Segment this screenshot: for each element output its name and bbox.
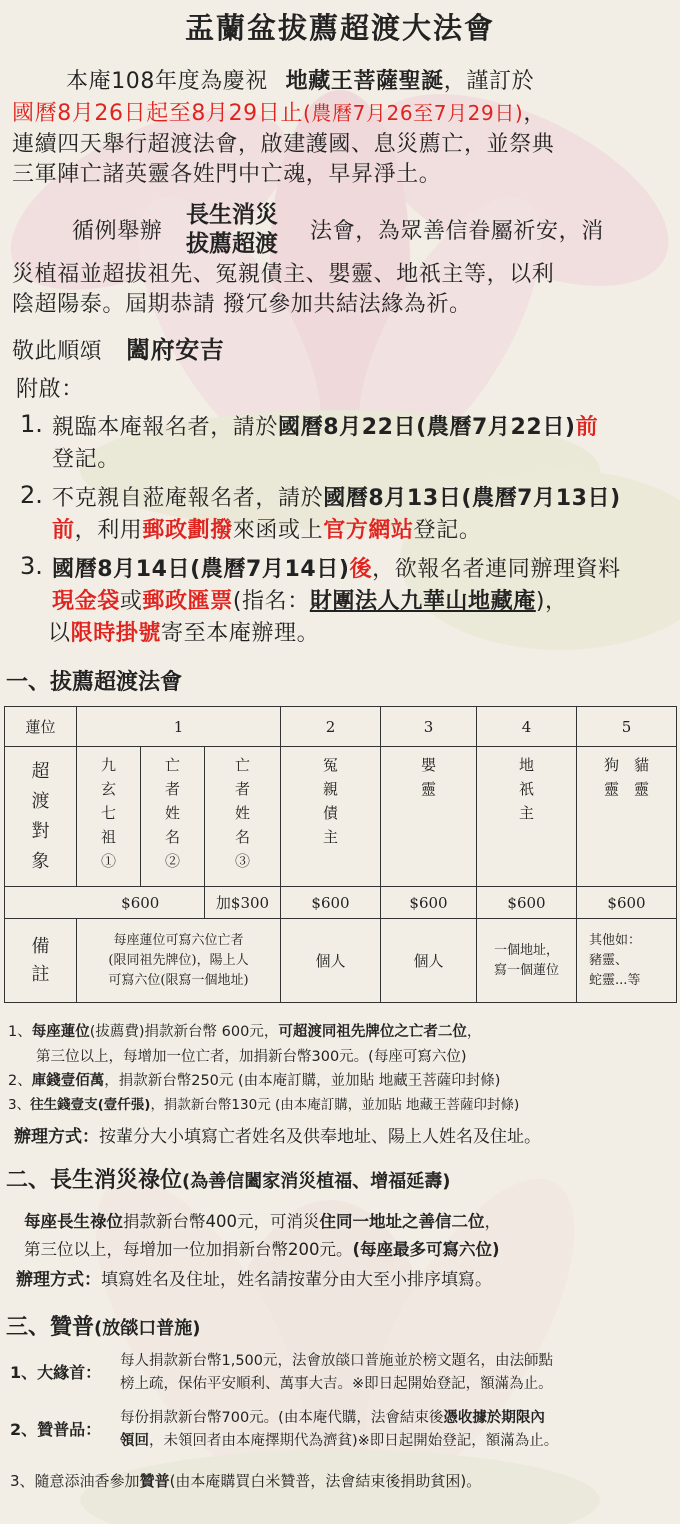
note-text: 寄至本庵辦理。: [161, 621, 320, 646]
table-cell: 冤親債主: [322, 756, 338, 846]
section-1-note-1: [8, 1020, 481, 1041]
section-2-line-1: [24, 1208, 501, 1232]
note-text: 不克親自蒞庵報名者，請於: [52, 486, 324, 511]
note-text: ，欲報名者連同辦理資料: [372, 557, 621, 582]
table-cell: (限同祖先牌位)，陽上人: [108, 952, 249, 968]
table-cell: $600: [77, 887, 205, 919]
table-cell: 一個地址，: [493, 942, 559, 958]
note-emphasis: 往生錢壹支(壹仟張): [30, 1097, 151, 1113]
note-1-line-1: [52, 410, 598, 441]
note-emphasis: (每座最多可寫六位): [352, 1240, 500, 1259]
table-cell: $600: [281, 887, 381, 919]
table-cell: 地祇主: [518, 756, 534, 822]
note-text: 捐款新台幣400元，可消災: [123, 1212, 320, 1231]
note-date: (農曆7月14日): [190, 557, 350, 582]
table-cell: 貓靈: [633, 756, 649, 798]
table-cell: $600: [577, 887, 677, 919]
note-red: 郵政劃撥: [142, 518, 233, 543]
heading-sub: (放燄口普施): [94, 1318, 201, 1339]
note-text: ，: [466, 1024, 482, 1040]
method-text: 按輩分大小填寫亡者姓名及供奉地址、陽上人姓名及住址。: [99, 1127, 541, 1147]
note-emphasis: 可超渡同祖先牌位之亡者二位: [278, 1024, 467, 1040]
note-text: 1、: [8, 1024, 32, 1040]
note-text: 2、: [8, 1073, 32, 1089]
note-text: 以: [48, 621, 71, 646]
lotus-seat-table: [4, 706, 677, 1003]
note-text: )，: [535, 589, 568, 614]
table-header: 4: [477, 707, 577, 747]
item-2-line-2: [120, 1429, 558, 1450]
note-emphasis: 庫錢壹佰萬: [31, 1073, 105, 1089]
note-date: 國曆8月14日: [52, 557, 191, 582]
table-header: 3: [381, 707, 477, 747]
item-1-line-1: 每人捐款新台幣1,500元，法會放燄口普施並於榜文題名，由法師點: [120, 1353, 554, 1369]
table-cell: 個人: [381, 919, 477, 1003]
note-2-number: 2.: [20, 481, 43, 509]
table-cell: 個人: [281, 919, 381, 1003]
item-1-label: 1、大緣首：: [10, 1363, 102, 1382]
note-1-line-2: 登記。: [52, 447, 120, 472]
note-red: 前: [575, 415, 599, 440]
note-text: 來函或上: [232, 518, 324, 543]
appendix-label: 附啟：: [16, 377, 84, 402]
note-2-line-2: [52, 513, 481, 544]
note-text: (由本庵購買白米贊普，法會結束後捐助貧困)。: [169, 1472, 482, 1490]
official-website-link[interactable]: 官方網站: [323, 518, 414, 543]
intro-emphasis: 地藏王菩薩聖誕: [285, 69, 444, 94]
intro-date-red: 國曆8月26日起至8月29日止: [12, 101, 303, 126]
method-label: 辦理方式：: [14, 1127, 99, 1147]
note-text: 親臨本庵報名者，請於: [52, 415, 279, 440]
intro-text: 本庵108年度為慶祝: [66, 69, 268, 94]
table-header: 5: [577, 707, 677, 747]
note-text: ，捐款新台幣250元 (由本庵訂購，並加貼 地藏王菩薩印封條): [104, 1073, 501, 1089]
row-label-targets: 超渡對象: [31, 760, 50, 872]
note-text: ，利用: [74, 518, 143, 543]
heading-text: 三、贊普: [6, 1315, 95, 1340]
note-3-number: 3.: [20, 552, 43, 580]
section-1-method: [14, 1122, 541, 1147]
note-emphasis: 憑收據於期限內: [443, 1410, 545, 1426]
intro-stack-bottom: 拔薦超渡: [186, 231, 278, 257]
note-date: 國曆8月13日(農曆7月13日): [323, 486, 621, 511]
note-emphasis: 每座蓮位: [31, 1024, 90, 1040]
section-3-heading: [6, 1310, 200, 1341]
intro-line-5b: 法會，為眾善信眷屬祈安，消: [310, 219, 604, 244]
payee-name: 財團法人九華山地藏庵: [309, 588, 536, 614]
note-3-line-1: [52, 552, 621, 583]
item-1-line-2: 榜上疏，保佑平安順利、萬事大吉。※即日起開始登記，額滿為止。: [120, 1376, 553, 1392]
intro-stack-top: 長生消災: [186, 202, 278, 228]
note-text: (拔薦費)捐款新台幣 600元，: [89, 1024, 279, 1040]
table-row: [5, 919, 677, 1003]
table-header: 1: [77, 707, 281, 747]
section-1-heading: 一、拔薦超渡法會: [6, 670, 183, 695]
table-cell: $600: [477, 887, 577, 919]
table-header-row: [5, 707, 677, 747]
table-cell: 每座蓮位可寫六位亡者: [113, 932, 244, 948]
method-label: 辦理方式：: [16, 1270, 101, 1290]
note-emphasis: 領回: [120, 1433, 149, 1449]
note-text: ，未領回者由本庵擇期代為濟貧)※即日起開始登記，額滿為止。: [149, 1433, 559, 1449]
section-2-line-2: [24, 1236, 500, 1260]
intro-text: ，: [523, 101, 546, 126]
note-text: 3、: [8, 1097, 31, 1113]
method-text: 填寫姓名及住址，姓名請按輩分由大至小排序填寫。: [101, 1270, 492, 1290]
heading-sub: (為善信闔家消災植福、增福延壽): [182, 1171, 451, 1192]
intro-line-1: [66, 64, 534, 95]
item-3: [10, 1470, 481, 1491]
note-emphasis: 每座長生祿位: [24, 1212, 123, 1231]
intro-line-4: 三軍陣亡諸英靈各姓門中亡魂，早昇淨土。: [12, 162, 442, 187]
page-title: 盂蘭盆拔薦超渡大法會: [184, 11, 495, 45]
section-2-heading: [6, 1163, 450, 1194]
section-1-note-2: [8, 1069, 500, 1090]
note-red: 郵政匯票: [142, 589, 233, 614]
heading-text: 二、長生消災祿位: [6, 1168, 183, 1193]
intro-line-2: [12, 96, 546, 127]
note-emphasis: 住同一地址之善信二位: [319, 1212, 485, 1231]
item-2-label: 2、贊普品：: [10, 1420, 102, 1439]
note-text: 或: [119, 589, 143, 614]
intro-line-6: 災植福並超拔祖先、冤親債主、嬰靈、地祇主等，以利: [12, 262, 555, 287]
table-header: 2: [281, 707, 381, 747]
note-text: 第三位以上，每增加一位加捐新台幣200元。: [24, 1240, 353, 1259]
table-cell: 豬靈、: [589, 952, 629, 968]
note-red: 後: [349, 557, 373, 582]
table-cell: 狗靈: [603, 756, 619, 798]
intro-line-3: 連續四天舉行超渡法會，啟建護國、息災薦亡，並祭典: [12, 132, 555, 157]
row-label-remarks: 備註: [31, 935, 50, 985]
intro-line-5a: 循例舉辦: [72, 219, 163, 244]
note-red: 前: [52, 518, 75, 543]
note-text: ，捐款新台幣130元 (由本庵訂購，並加貼 地藏王菩薩印封條): [150, 1097, 520, 1113]
section-1-note-3: [8, 1093, 519, 1113]
table-cell: 亡者姓名③: [234, 756, 250, 870]
table-cell: 寫一個蓮位: [493, 962, 559, 978]
note-1-number: 1.: [20, 410, 43, 438]
note-emphasis: 贊普: [139, 1472, 170, 1490]
intro-lunar-date: (農曆7月26至7月29日): [302, 101, 524, 125]
note-text: 隨意添油香參加: [34, 1472, 140, 1490]
table-header: 蓮位: [5, 707, 77, 747]
intro-line-7: 陰超陽泰。屆期恭請 撥冗參加共結法緣為祈。: [12, 292, 472, 317]
intro-text: 敬此順頌: [12, 339, 103, 364]
note-text: ，: [484, 1212, 501, 1231]
table-cell: 九玄七祖①: [100, 756, 116, 870]
note-text: 每份捐款新台幣700元。(由本庵代購，法會結束後: [120, 1410, 444, 1426]
section-2-method: [16, 1265, 492, 1290]
note-text: 登記。: [413, 518, 482, 543]
section-1-note-1b: 第三位以上，每增加一位亡者，加捐新台幣300元。(每座可寫六位): [36, 1049, 467, 1065]
note-2-line-1: [52, 481, 621, 512]
intro-text: ，謹訂於: [443, 69, 535, 94]
note-text: 3、: [10, 1472, 35, 1490]
note-date: 國曆8月22日(農曆7月22日): [278, 415, 576, 440]
table-cell: 嬰靈: [420, 756, 436, 798]
note-3-line-3: [48, 616, 319, 647]
item-2-line-1: [120, 1406, 545, 1427]
table-cell: 蛇靈...等: [589, 972, 641, 988]
table-row: [5, 747, 677, 887]
table-row: [5, 887, 677, 919]
note-text: (指名：: [232, 589, 310, 614]
table-cell: 亡者姓名②: [164, 756, 180, 870]
table-cell: 可寫六位(限寫一個地址): [108, 972, 249, 988]
note-3-line-2: [52, 584, 568, 615]
intro-blessing: 闔府安吉: [126, 336, 225, 364]
table-cell: 加$300: [205, 887, 281, 919]
note-red: 現金袋: [52, 589, 120, 614]
note-red: 限時掛號: [70, 621, 162, 646]
table-cell: 其他如：: [589, 932, 642, 948]
table-cell: $600: [381, 887, 477, 919]
intro-line-8: [12, 330, 224, 365]
